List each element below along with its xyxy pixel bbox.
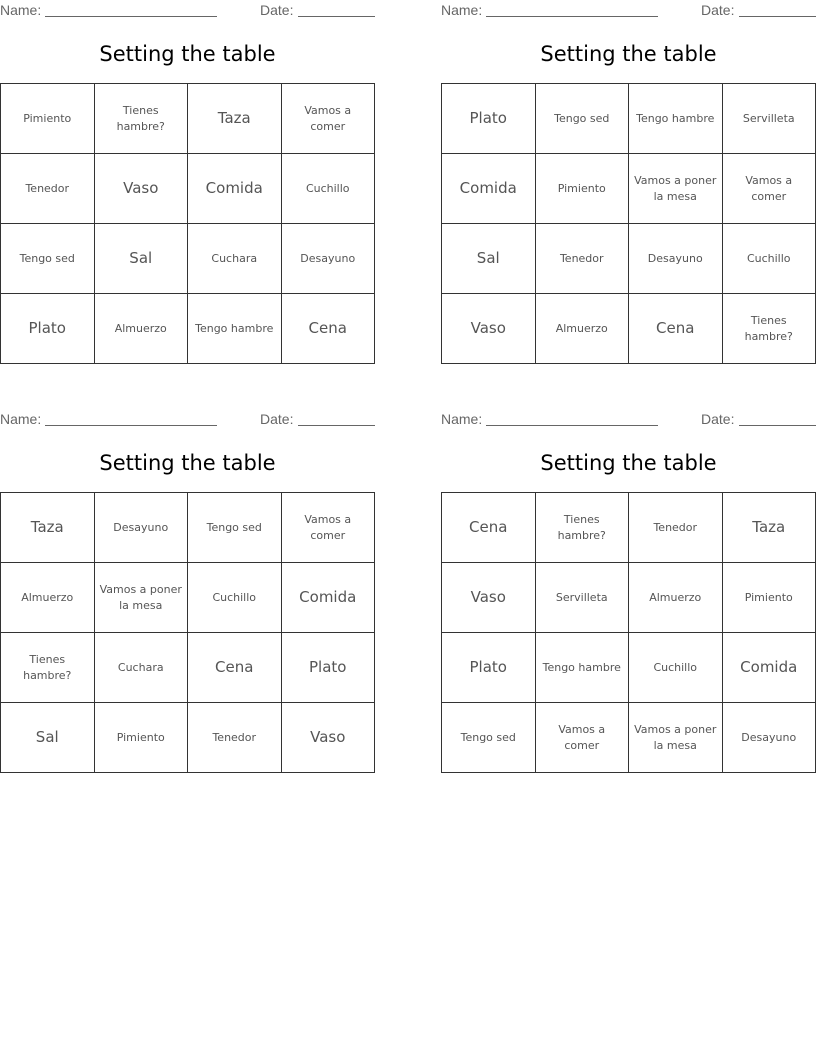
bingo-cell: Vaso: [282, 703, 376, 773]
bingo-cell: Taza: [188, 84, 282, 154]
name-blank-line[interactable]: [45, 425, 217, 426]
name-label: Name:: [441, 411, 483, 427]
bingo-cell: Sal: [442, 224, 536, 294]
bingo-cell: Cuchillo: [188, 563, 282, 633]
bingo-cell: Vamos a poner la mesa: [95, 563, 189, 633]
card-title: Setting the table: [540, 42, 717, 66]
bingo-cell: Comida: [282, 563, 376, 633]
card-title: Setting the table: [99, 451, 276, 475]
bingo-cell: Taza: [723, 493, 816, 563]
bingo-cell: Almuerzo: [536, 294, 630, 364]
bingo-cell: Comida: [723, 633, 816, 703]
card-header: [441, 0, 816, 20]
bingo-cell: Comida: [442, 154, 536, 224]
card-title: Setting the table: [99, 42, 276, 66]
bingo-cell: Cena: [282, 294, 376, 364]
card-header: [0, 409, 375, 429]
bingo-cell: Vaso: [442, 563, 536, 633]
bingo-cell: Tenedor: [188, 703, 282, 773]
bingo-cell: Tenedor: [629, 493, 723, 563]
bingo-cell: Pimiento: [536, 154, 630, 224]
date-label: Date:: [260, 411, 294, 427]
bingo-cell: Desayuno: [723, 703, 816, 773]
date-label: Date:: [701, 2, 735, 18]
bingo-cell: Tienes hambre?: [1, 633, 95, 703]
bingo-card-2: [441, 0, 816, 380]
bingo-cell: Vamos a comer: [536, 703, 630, 773]
bingo-cell: Cuchara: [188, 224, 282, 294]
bingo-cell: Vamos a poner la mesa: [629, 154, 723, 224]
bingo-cell: Sal: [1, 703, 95, 773]
name-label: Name:: [0, 411, 42, 427]
bingo-cell: Tengo sed: [188, 493, 282, 563]
bingo-cell: Plato: [442, 84, 536, 154]
bingo-cell: Tienes hambre?: [723, 294, 816, 364]
bingo-cell: Cuchara: [95, 633, 189, 703]
name-blank-line[interactable]: [45, 16, 217, 17]
bingo-cell: Taza: [1, 493, 95, 563]
bingo-grid: [441, 83, 816, 364]
bingo-cell: Sal: [95, 224, 189, 294]
name-blank-line[interactable]: [486, 425, 658, 426]
bingo-cell: Tengo sed: [536, 84, 630, 154]
bingo-cell: Plato: [1, 294, 95, 364]
bingo-cell: Desayuno: [282, 224, 376, 294]
bingo-cell: Cuchillo: [629, 633, 723, 703]
bingo-cell: Tenedor: [536, 224, 630, 294]
bingo-cell: Desayuno: [629, 224, 723, 294]
bingo-cell: Cena: [442, 493, 536, 563]
bingo-cell: Tengo hambre: [188, 294, 282, 364]
bingo-cell: Servilleta: [536, 563, 630, 633]
bingo-cell: Vamos a comer: [282, 493, 376, 563]
bingo-cell: Tenedor: [1, 154, 95, 224]
bingo-cell: Almuerzo: [95, 294, 189, 364]
date-blank-line[interactable]: [298, 425, 375, 426]
bingo-cell: Tengo hambre: [629, 84, 723, 154]
date-label: Date:: [701, 411, 735, 427]
bingo-cell: Vaso: [95, 154, 189, 224]
bingo-cell: Cena: [629, 294, 723, 364]
bingo-cell: Pimiento: [723, 563, 816, 633]
bingo-grid: [441, 492, 816, 773]
name-label: Name:: [441, 2, 483, 18]
card-title: Setting the table: [540, 451, 717, 475]
bingo-cell: Tengo hambre: [536, 633, 630, 703]
date-blank-line[interactable]: [739, 16, 816, 17]
bingo-cell: Cena: [188, 633, 282, 703]
bingo-cell: Pimiento: [1, 84, 95, 154]
bingo-cell: Almuerzo: [1, 563, 95, 633]
bingo-cell: Vaso: [442, 294, 536, 364]
bingo-cell: Plato: [282, 633, 376, 703]
bingo-card-3: [0, 409, 375, 789]
bingo-cell: Tienes hambre?: [536, 493, 630, 563]
bingo-cell: Tengo sed: [442, 703, 536, 773]
card-header: [0, 0, 375, 20]
bingo-card-1: [0, 0, 375, 380]
bingo-cell: Vamos a comer: [723, 154, 816, 224]
bingo-card-4: [441, 409, 816, 789]
date-label: Date:: [260, 2, 294, 18]
card-header: [441, 409, 816, 429]
bingo-grid: [0, 492, 375, 773]
name-blank-line[interactable]: [486, 16, 658, 17]
bingo-cell: Tienes hambre?: [95, 84, 189, 154]
bingo-cell: Vamos a poner la mesa: [629, 703, 723, 773]
date-blank-line[interactable]: [298, 16, 375, 17]
bingo-cell: Comida: [188, 154, 282, 224]
bingo-cell: Cuchillo: [282, 154, 376, 224]
name-label: Name:: [0, 2, 42, 18]
bingo-cell: Cuchillo: [723, 224, 816, 294]
bingo-cell: Vamos a comer: [282, 84, 376, 154]
bingo-cell: Pimiento: [95, 703, 189, 773]
bingo-cell: Plato: [442, 633, 536, 703]
bingo-cell: Tengo sed: [1, 224, 95, 294]
bingo-cell: Almuerzo: [629, 563, 723, 633]
bingo-grid: [0, 83, 375, 364]
bingo-cell: Servilleta: [723, 84, 816, 154]
bingo-cell: Desayuno: [95, 493, 189, 563]
date-blank-line[interactable]: [739, 425, 816, 426]
